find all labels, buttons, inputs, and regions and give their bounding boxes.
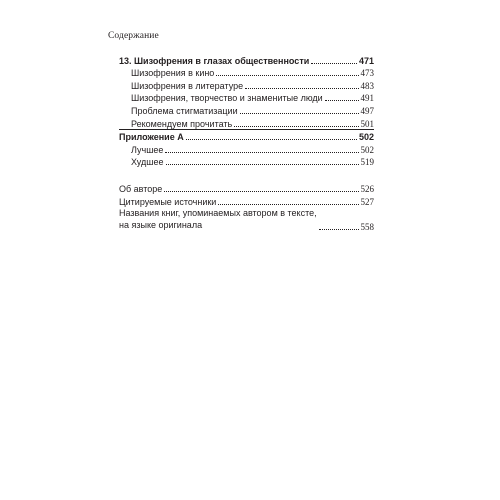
dot-leader <box>240 113 359 114</box>
toc-entry-title: 13. Шизофрения в глазах общественности <box>119 55 310 66</box>
dot-leader <box>216 75 358 76</box>
toc-entry-page: 491 <box>360 93 374 104</box>
toc-entry-best[interactable] <box>119 142 374 155</box>
toc-entry-creativity[interactable] <box>119 91 374 104</box>
toc-entry-title: Лучшее <box>131 144 164 155</box>
dot-leader <box>319 229 359 230</box>
spacer <box>119 167 374 181</box>
dot-leader <box>165 152 358 153</box>
toc-entry-page: 502 <box>358 132 374 143</box>
toc-entry-page: 483 <box>360 80 374 91</box>
toc-entry-page: 501 <box>360 118 374 129</box>
dot-leader <box>186 139 357 140</box>
dot-leader <box>234 126 358 127</box>
toc-entry-literature[interactable] <box>119 78 374 91</box>
toc-entry-book-titles[interactable] <box>119 207 374 232</box>
toc-entry-page: 502 <box>360 144 374 155</box>
table-of-contents <box>119 53 374 232</box>
toc-entry-page: 471 <box>358 55 374 66</box>
toc-entry-page: 527 <box>360 196 374 207</box>
dot-leader <box>325 100 359 101</box>
dot-leader <box>166 164 359 165</box>
toc-entry-page: 473 <box>360 68 374 79</box>
toc-entry-stigma[interactable] <box>119 103 374 116</box>
dot-leader <box>218 204 358 205</box>
toc-entry-title: Шизофрения в литературе <box>131 80 244 91</box>
dot-leader <box>245 88 358 89</box>
toc-entry-title <box>119 207 317 232</box>
toc-entry-recommended[interactable] <box>119 116 374 129</box>
toc-entry-about-author[interactable] <box>119 181 374 194</box>
toc-entry-title: Шизофрения, творчество и знаменитые люди <box>131 93 323 104</box>
toc-entry-page: 558 <box>360 221 374 232</box>
toc-entry-page: 519 <box>360 157 374 168</box>
toc-entry-page: 497 <box>360 105 374 116</box>
toc-entry-title: Цитируемые источники <box>119 196 217 207</box>
dot-leader <box>311 63 357 64</box>
toc-entry-title: Об авторе <box>119 183 163 194</box>
toc-entry-title-line: на языке оригинала <box>119 220 203 231</box>
toc-entry-title: Шизофрения в кино <box>131 68 215 79</box>
toc-entry-appendix-a[interactable] <box>119 130 374 143</box>
toc-entry-title-line: Названия книг, упоминаемых автором в тексте, <box>119 207 317 218</box>
toc-entry-title: Худшее <box>131 157 164 168</box>
running-head: Содержание <box>108 31 159 41</box>
dot-leader <box>164 191 358 192</box>
toc-entry-sources[interactable] <box>119 194 374 207</box>
toc-entry-page: 526 <box>360 183 374 194</box>
toc-entry-film[interactable] <box>119 66 374 79</box>
toc-entry-worst[interactable] <box>119 155 374 168</box>
toc-entry-chapter-13[interactable] <box>119 53 374 66</box>
toc-entry-title: Приложение А <box>119 132 184 143</box>
toc-entry-title: Рекомендуем прочитать <box>131 118 233 129</box>
toc-entry-title: Проблема стигматизации <box>131 105 238 116</box>
